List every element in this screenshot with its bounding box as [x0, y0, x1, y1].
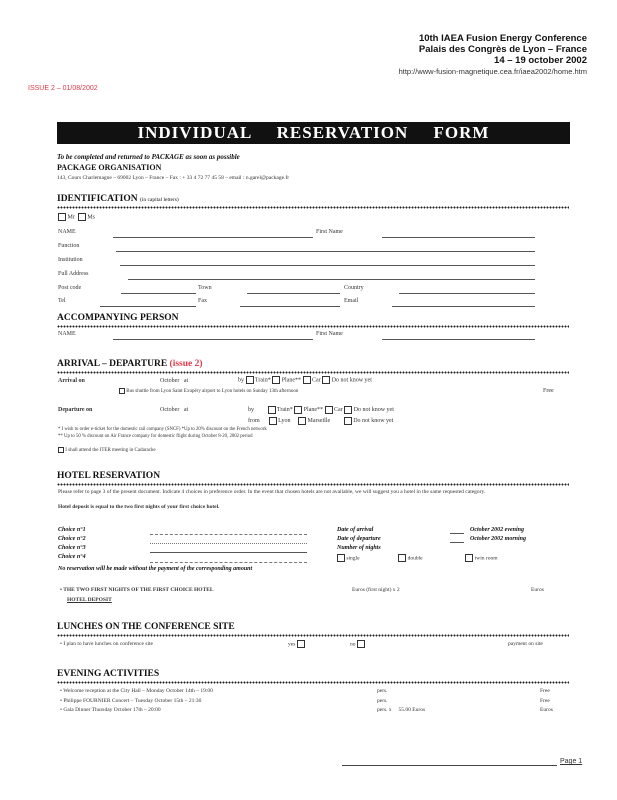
divider: [57, 681, 569, 684]
email-field[interactable]: [392, 306, 535, 307]
evening-list: [60, 687, 213, 716]
divider: [57, 325, 569, 328]
footer-rule: [342, 765, 557, 766]
divider: [57, 371, 569, 374]
acc-first-name-field[interactable]: [382, 339, 535, 340]
arrival-on-label: Arrival on: [58, 378, 85, 384]
list-item: • Welcome reception at the City Hall – Monday October 14th – 19:00: [60, 688, 213, 694]
acc-first-name-label: First Name: [316, 331, 343, 337]
mr-checkbox[interactable]: [58, 213, 66, 221]
conference-header: [399, 33, 587, 77]
lunch-yes-checkbox[interactable]: [297, 640, 305, 648]
function-label: Function: [58, 243, 80, 249]
acc-name-label: NAME: [58, 331, 76, 337]
double-checkbox[interactable]: [398, 554, 406, 562]
address-label: Full Address: [58, 271, 89, 277]
arrival-train-checkbox[interactable]: [246, 376, 254, 384]
instruction-text: To be completed and returned to PACKAGE as soon as possible: [57, 153, 240, 161]
section-arrival: ARRIVAL – DEPARTURE (issue 2): [57, 359, 203, 369]
hotel-deposit-note: Hotel deposit is equal to the two first nights of your first choice hotel.: [58, 504, 220, 510]
bus-checkbox[interactable]: [119, 388, 125, 394]
from-marseille-checkbox[interactable]: [298, 417, 306, 425]
single-checkbox[interactable]: [337, 554, 345, 562]
hotel-warning: No reservation will be made without the payment of the corresponding amount: [58, 566, 253, 572]
divider: [57, 483, 569, 486]
section-lunches: LUNCHES ON THE CONFERENCE SITE: [57, 622, 235, 632]
stay-labels: Date of arrival Date of departure Number of nights: [337, 527, 381, 551]
conference-venue: Palais des Congrès de Lyon – France: [418, 44, 587, 55]
choice-3-field[interactable]: [150, 552, 307, 553]
email-label: Email: [344, 298, 359, 304]
first-name-field[interactable]: [382, 237, 535, 238]
title-options: Mr Ms: [58, 213, 95, 221]
hotel-choices: Choice n°1 Choice n°2 Choice n°3 Choice n°4: [58, 527, 86, 560]
lunch-no-checkbox[interactable]: [357, 640, 365, 648]
section-identification: IDENTIFICATION (in capital letters): [57, 194, 179, 204]
section-evening: EVENING ACTIVITIES: [57, 669, 160, 679]
conference-dates: 14 – 19 october 2002: [494, 55, 587, 66]
org-name: PACKAGE ORGANISATION: [57, 163, 162, 172]
town-field[interactable]: [247, 293, 340, 294]
departure-day-field[interactable]: [450, 542, 464, 543]
list-item: • Philippe FOURNIER Concert – Tuesday October 15th – 21:30: [60, 697, 202, 704]
page-number: Page 1: [560, 758, 583, 765]
country-field[interactable]: [399, 293, 535, 294]
name-field[interactable]: [113, 237, 313, 238]
lunch-payment: payment on site: [508, 641, 543, 647]
tel-field[interactable]: [100, 306, 196, 307]
issue-label: ISSUE 2 – 01/08/2002: [28, 85, 98, 92]
fax-label: Fax: [198, 298, 207, 304]
departure-plane-checkbox[interactable]: [294, 406, 302, 414]
departure-unknown-checkbox[interactable]: [344, 406, 352, 414]
departure-train-checkbox[interactable]: [268, 406, 276, 414]
divider: [57, 206, 569, 209]
choice-1-field[interactable]: [150, 534, 307, 535]
twin-checkbox[interactable]: [465, 554, 473, 562]
arrival-day-field[interactable]: [450, 533, 464, 534]
arrival-unknown-checkbox[interactable]: [322, 376, 330, 384]
address-field[interactable]: [128, 279, 535, 280]
hotel-instructions: Please refer to page 3 of the present document. Indicate 4 choices in preference order. In the event that chosen hotels are not available, we will suggest you a hotel in the same requested category.: [58, 489, 486, 495]
org-address: 143, Cours Charlemagne – 69002 Lyon – France – Fax : + 33 4 72 77 45 58 – email : n.garel@package.fr: [57, 175, 290, 181]
from-lyon-checkbox[interactable]: [269, 417, 277, 425]
arrival-car-checkbox[interactable]: [303, 376, 311, 384]
function-field[interactable]: [116, 251, 535, 252]
form-title: INDIVIDUAL RESERVATION FORM: [57, 122, 570, 144]
institution-field[interactable]: [120, 265, 535, 266]
institution-label: Institution: [58, 257, 83, 263]
deposit-calc: Euros (first night) x 2: [352, 587, 400, 593]
post-code-field[interactable]: [121, 293, 196, 294]
acc-name-field[interactable]: [113, 339, 313, 340]
departure-on-label: Departure on: [58, 407, 93, 413]
ms-checkbox[interactable]: [78, 213, 86, 221]
country-label: Country: [344, 285, 364, 291]
deposit-unit: Euros: [531, 587, 544, 593]
list-item: • Gala Dinner Thursday October 17th – 20:00: [60, 707, 161, 713]
note-train: * I wish to order e-ticket for the domestic rail company (SNCF) *Up to 20% discount on the French network: [58, 427, 267, 432]
fax-field[interactable]: [240, 306, 340, 307]
first-name-label: First Name: [316, 229, 343, 235]
bus-price: Free: [543, 388, 554, 394]
note-plane: ** Up to 50 % discount on Air France company for domestic flight during October 8-20, 2002 period: [58, 434, 253, 439]
arrival-plane-checkbox[interactable]: [272, 376, 280, 384]
divider: [57, 634, 569, 637]
hotel-deposit-link[interactable]: HOTEL DEPOSIT: [67, 597, 112, 603]
from-unknown-checkbox[interactable]: [344, 417, 352, 425]
departure-car-checkbox[interactable]: [325, 406, 333, 414]
choice-2-field[interactable]: [150, 543, 307, 544]
tel-label: Tel: [58, 298, 66, 304]
choice-4-field[interactable]: [150, 562, 307, 563]
conference-name: 10th IAEA Fusion Energy Conference: [418, 33, 587, 44]
section-accompanying: ACCOMPANYING PERSON: [57, 313, 179, 323]
conference-url[interactable]: http://www-fusion-magnetique.cea.fr/iaea2002/home.htm: [398, 67, 587, 76]
post-code-label: Post code: [58, 285, 82, 291]
iter-checkbox[interactable]: [58, 447, 64, 453]
town-label: Town: [198, 285, 212, 291]
name-label: NAME: [58, 229, 76, 235]
section-hotel: HOTEL RESERVATION: [57, 471, 161, 481]
